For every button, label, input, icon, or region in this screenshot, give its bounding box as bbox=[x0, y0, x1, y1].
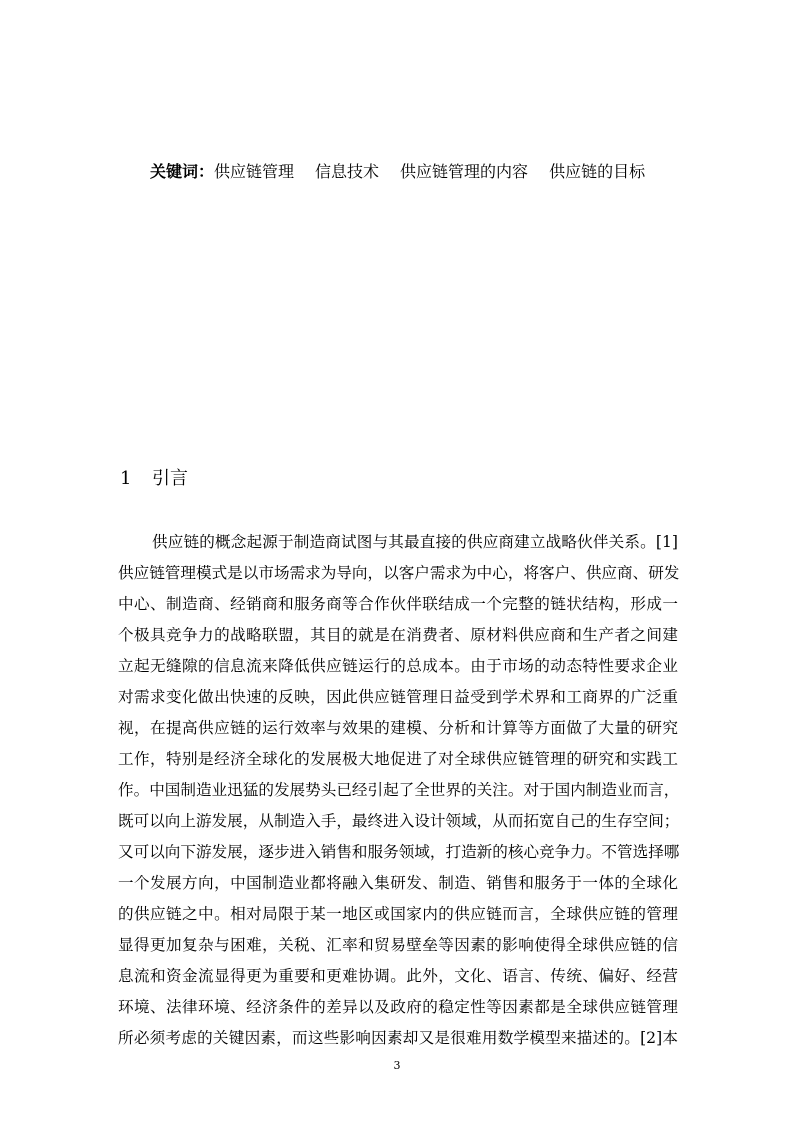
paragraph-line: 所必须考虑的关键因素，而这些影响因素却又是很难用数学模型来描述的。[2]本 bbox=[118, 1029, 678, 1047]
keyword-item: 供应链管理的内容 bbox=[400, 162, 529, 181]
paragraph-line: 作。中国制造业迅猛的发展势头已经引起了全世界的关注。对于国内制造业而言， bbox=[118, 781, 680, 799]
paragraph-line: 又可以向下游发展，逐步进入销售和服务领域，打造新的核心竞争力。不管选择哪 bbox=[118, 843, 680, 861]
keyword-item: 供应链管理 bbox=[214, 162, 295, 181]
paragraph-line: 视，在提高供应链的运行效率与效果的建模、分析和计算等方面做了大量的研究 bbox=[118, 719, 678, 737]
keywords-label: 关键词： bbox=[150, 162, 215, 181]
keyword-item: 信息技术 bbox=[315, 162, 380, 181]
paragraph-line: 对需求变化做出快速的反映，因此供应链管理日益受到学术界和工商界的广泛重 bbox=[118, 688, 678, 706]
paragraph-line: 供应链管理模式是以市场需求为导向，以客户需求为中心，将客户、供应商、研发 bbox=[118, 564, 680, 582]
paragraph-line: 息流和资金流显得更为重要和更难协调。此外，文化、语言、传统、偏好、经营 bbox=[118, 967, 678, 985]
section-heading bbox=[120, 466, 188, 492]
section-number: 1 bbox=[120, 468, 132, 489]
keywords-line bbox=[150, 160, 645, 184]
paragraph-line: 工作，特别是经济全球化的发展极大地促进了对全球供应链管理的研究和实践工 bbox=[118, 750, 678, 768]
page-number: 3 bbox=[393, 1059, 401, 1072]
paragraph-line: 一个发展方向，中国制造业都将融入集研发、制造、销售和服务于一体的全球化 bbox=[118, 874, 678, 892]
paragraph-line: 显得更加复杂与困难，关税、汇率和贸易壁垒等因素的影响使得全球供应链的信 bbox=[118, 936, 678, 954]
keyword-item: 供应链的目标 bbox=[549, 162, 646, 181]
paragraph-line: 既可以向上游发展，从制造入手，最终进入设计领域，从而拓宽自己的生存空间； bbox=[118, 812, 680, 830]
paragraph-line: 中心、制造商、经销商和服务商等合作伙伴联结成一个完整的链状结构，形成一 bbox=[118, 595, 678, 613]
section-title: 引言 bbox=[152, 468, 188, 489]
paragraph-line: 立起无缝隙的信息流来降低供应链运行的总成本。由于市场的动态特性要求企业 bbox=[118, 657, 678, 675]
paragraph-line: 个极具竞争力的战略联盟，其目的就是在消费者、原材料供应商和生产者之间建 bbox=[118, 626, 678, 644]
paragraph-line: 环境、法律环境、经济条件的差异以及政府的稳定性等因素都是全球供应链管理 bbox=[118, 998, 678, 1016]
paragraph-line: 的供应链之中。相对局限于某一地区或国家内的供应链而言，全球供应链的管理 bbox=[118, 905, 678, 923]
paragraph-line: 供应链的概念起源于制造商试图与其最直接的供应商建立战略伙伴关系。[1] bbox=[152, 533, 678, 551]
